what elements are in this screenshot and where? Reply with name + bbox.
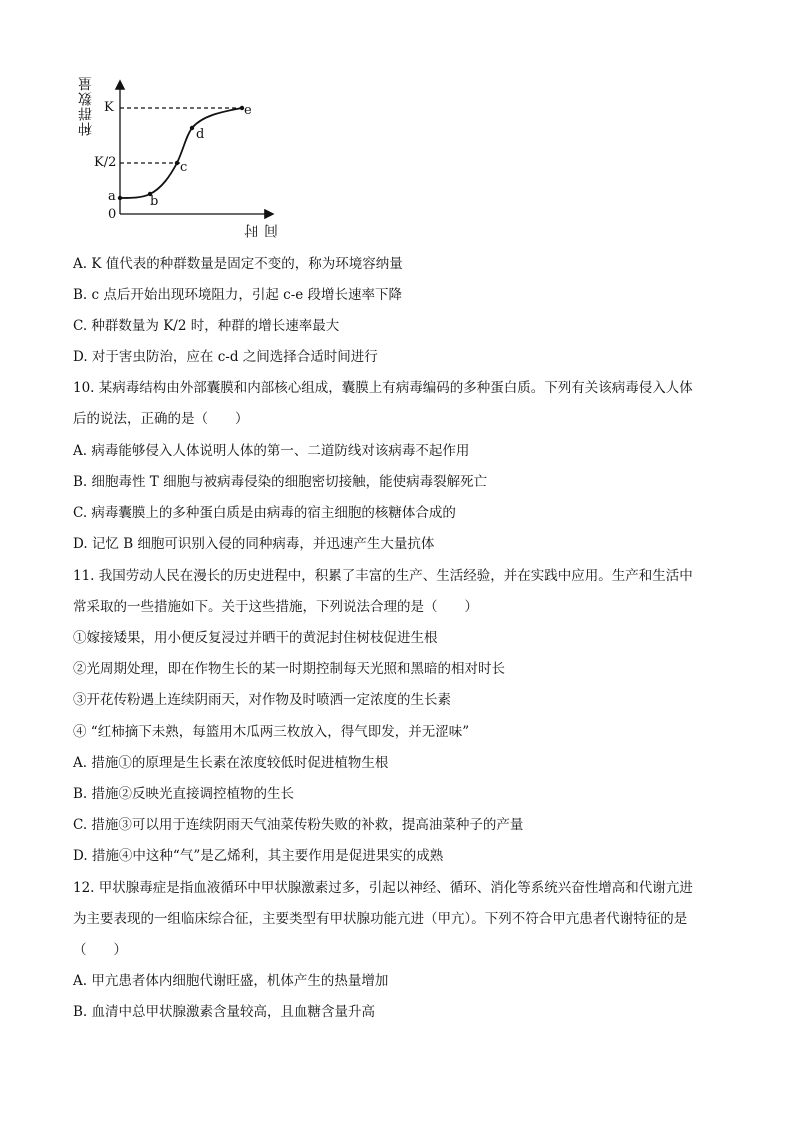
measure-2: ②光周期处理，即在作物生长的某一时期控制每天光照和黑暗的相对时长 bbox=[73, 661, 505, 677]
point-c bbox=[175, 161, 179, 165]
option-12b: B. 血清中总甲状腺激素含量较高，且血糖含量升高 bbox=[73, 1004, 376, 1020]
option-11c: C. 措施③可以用于连续阴雨天气油菜传粉失败的补救，提高油菜种子的产量 bbox=[73, 817, 524, 833]
option-11a: A. 措施①的原理是生长素在浓度较低时促进植物生根 bbox=[73, 755, 389, 771]
question-11-line2: 常采取的一些措施如下。关于这些措施，下列说法合理的是（ ） bbox=[73, 599, 478, 615]
option-11b: B. 措施②反映光直接调控植物的生长 bbox=[73, 786, 295, 802]
point-a-label: a bbox=[108, 189, 116, 204]
question-10-line2: 后的说法，正确的是（ ） bbox=[73, 411, 249, 427]
y-axis-label: 种群数量 bbox=[78, 76, 94, 136]
option-10b: B. 细胞毒性 T 细胞与被病毒侵染的细胞密切接触，能使病毒裂解死亡 bbox=[73, 474, 488, 490]
x-axis-label: 时间 bbox=[244, 224, 280, 238]
option-11d: D. 措施④中这种“气”是乙烯利，其主要作用是促进果实的成熟 bbox=[73, 848, 444, 864]
option-10d: D. 记忆 B 细胞可识别入侵的同种病毒，并迅速产生大量抗体 bbox=[73, 536, 435, 552]
point-c-label: c bbox=[180, 160, 188, 175]
point-d bbox=[190, 126, 194, 130]
option-9c: C. 种群数量为 K/2 时，种群的增长速率最大 bbox=[73, 318, 340, 334]
point-b-label: b bbox=[150, 194, 159, 209]
question-12-line3: （ ） bbox=[73, 942, 127, 958]
origin-label: 0 bbox=[108, 207, 117, 222]
point-a bbox=[118, 196, 122, 200]
measure-1: ①嫁接矮果，用小便反复浸过并晒干的黄泥封住树枝促进生根 bbox=[73, 630, 438, 646]
point-e-label: e bbox=[244, 103, 252, 118]
question-10-line1: 10. 某病毒结构由外部囊膜和内部核心组成，囊膜上有病毒编码的多种蛋白质。下列有关该病毒侵入人体 bbox=[73, 380, 693, 396]
question-11-line1: 11. 我国劳动人民在漫长的历史进程中，积累了丰富的生产、生活经验，并在实践中应用。生产和生活中 bbox=[73, 568, 693, 584]
measure-3: ③开花传粉遇上连续阴雨天，对作物及时喷洒一定浓度的生长素 bbox=[73, 692, 451, 708]
tick-k: K bbox=[104, 100, 114, 115]
point-d-label: d bbox=[196, 127, 205, 142]
growth-curve-svg bbox=[70, 68, 290, 238]
option-9d: D. 对于害虫防治，应在 c-d 之间选择合适时间进行 bbox=[73, 349, 378, 365]
growth-curve-figure bbox=[70, 68, 290, 238]
measure-4: ④ “红柿摘下未熟，每篮用木瓜两三枚放入，得气即发，并无涩味” bbox=[73, 724, 470, 740]
question-12-line2: 为主要表现的一组临床综合征，主要类型有甲状腺功能亢进（甲亢）。下列不符合甲亢患者代谢特征的是 bbox=[73, 911, 688, 927]
option-12a: A. 甲亢患者体内细胞代谢旺盛，机体产生的热量增加 bbox=[73, 973, 389, 989]
question-12-line1: 12. 甲状腺毒症是指血液循环中甲状腺激素过多，引起以神经、循环、消化等系统兴奋性增高和代谢亢进 bbox=[73, 880, 693, 896]
s-curve bbox=[120, 108, 242, 198]
option-10a: A. 病毒能够侵入人体说明人体的第一、二道防线对该病毒不起作用 bbox=[73, 443, 470, 459]
option-10c: C. 病毒囊膜上的多种蛋白质是由病毒的宿主细胞的核糖体合成的 bbox=[73, 505, 456, 521]
tick-k2: K/2 bbox=[94, 155, 117, 170]
option-9a: A. K 值代表的种群数量是固定不变的，称为环境容纳量 bbox=[73, 256, 403, 272]
option-9b: B. c 点后开始出现环境阻力，引起 c-e 段增长速率下降 bbox=[73, 287, 403, 303]
